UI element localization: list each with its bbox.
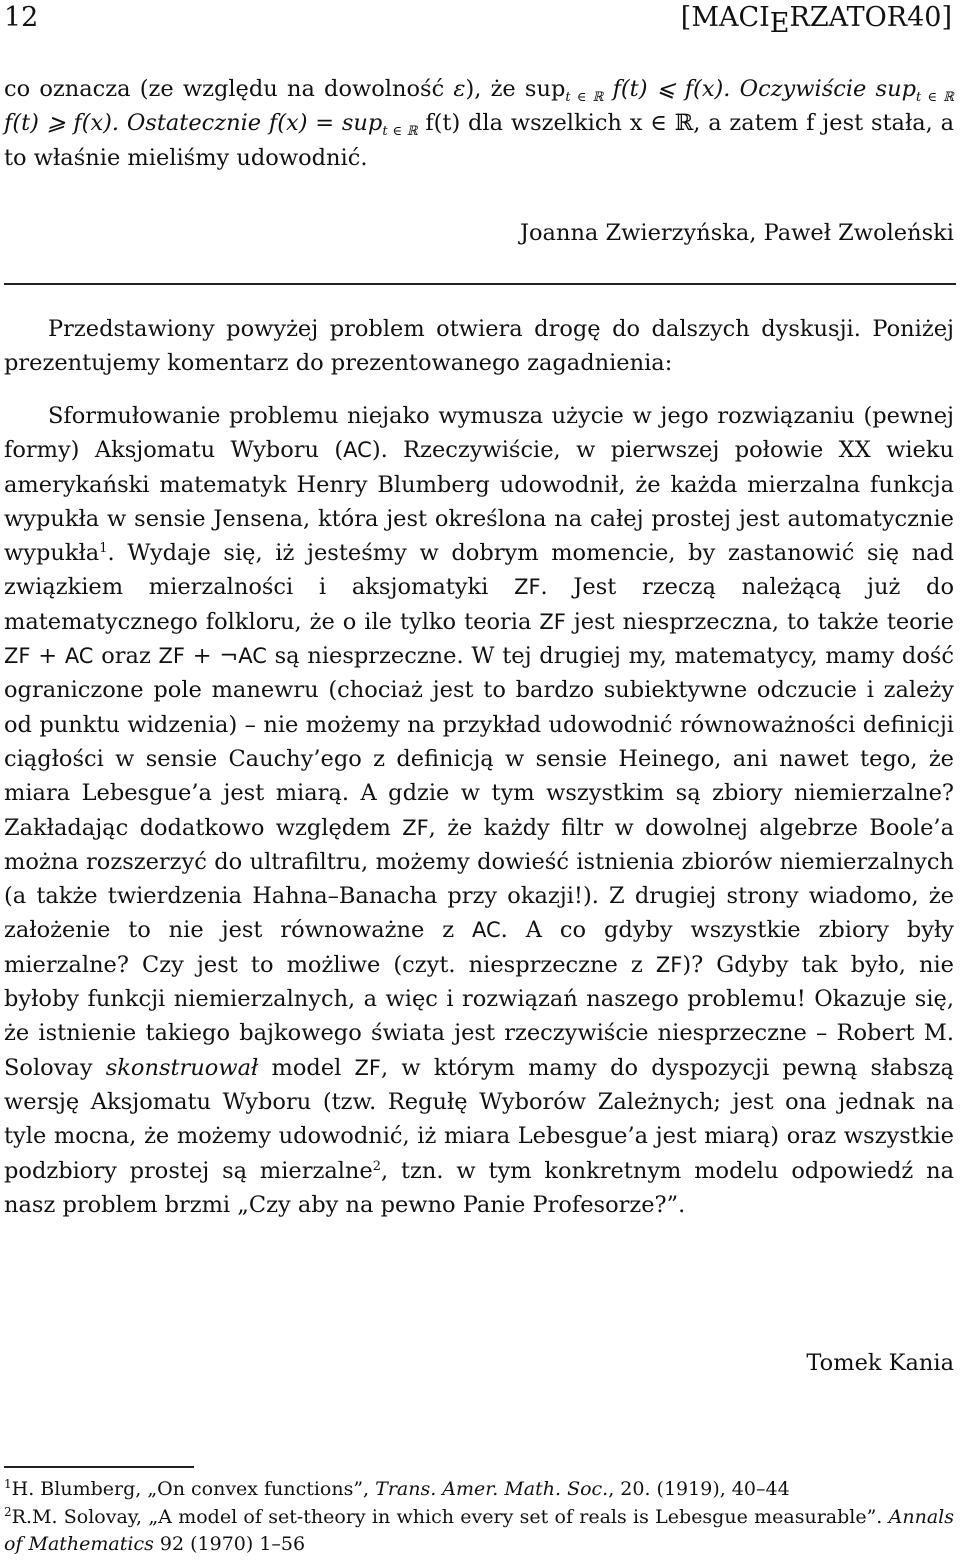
commentary-author: Tomek Kania [806,1350,954,1376]
page-number: 12 [4,2,39,33]
solution-authors: Joanna Zwierzyńska, Paweł Zwoleński [519,220,954,246]
footnote-divider [4,1466,194,1468]
footnote-1: $^1$H. Blumberg, „On convex functions”, Trans. Amer. Math. Soc., 20. (1919), 40–44 [4,1477,790,1500]
section-divider [4,283,956,285]
commentary-intro-paragraph: Przedstawiony powyżej problem otwiera drogę do dalszych dyskusji. Poniżej prezentujemy komentarz do prezentowanego zagadnienia: [4,316,954,377]
running-title: [MACIERZATOR40] [680,2,952,39]
footnote-ref-1: 1 [99,541,108,557]
page-header [4,2,952,42]
solution-conclusion-paragraph: co oznacza (ze względu na dowolność ε), że sup$_{t \in ℝ}$ f(t) ⩽ f(x). Oczywiście sup$_{t \in ℝ}$ f(t) ⩾ f(x). Ostatecznie f(x) = sup$_{t \in ℝ}$ f(t) dla wszelkich x ∈ ℝ, a zatem f jest stała, a to właśnie mieliśmy udowodnić. [4,76,955,171]
footnote-2: $^2$R.M. Solovay, „A model of set-theory in which every set of reals is Lebesgue measurable”. Annals of Mathematics 92 (1970) 1–56 [4,1505,954,1555]
footnote-ref-2: 2 [372,1158,382,1174]
commentary-body-paragraph: Sformułowanie problemu niejako wymusza użycie w jego rozwiązaniu (pewnej formy) Aksjomatu Wyboru (AC). Rzeczywiście, w pierwszej połowie XX wieku amerykański matematyk Henry Blumberg udowodnił, że każda mierzalna funkcja wypukła w sensie Jensena, która jest określona na całej prostej jest automatycznie wypukła$^1$. Wydaje się, iż jesteśmy w dobrym momencie, by zastanowić się nad związkiem mierzalności i aksjomatyki ZF. Jest rzeczą należącą już do matematycznego folkloru, że o ile tylko teoria ZF jest niesprzeczna, to także teorie ZF + AC oraz ZF + ¬AC są niesprzeczne. W tej drugiej my, matematycy, mamy dość ograniczone pole manewru (chociaż jest to bardzo subiektywne odczucie i zależy od punktu widzenia) – nie możemy na przykład udowodnić równoważności definicji ciągłości w sensie Cauchy’ego z definicją w sensie Heinego, ani nawet tego, że miara Lebesgue’a jest miarą. A gdzie w tym wszystkim są zbiory niemierzalne? Zakładając dodatkowo względem ZF, że każdy filtr w dowolnej algebrze Boole’a można rozszerzyć do ultrafiltru, możemy dowieść istnienia zbiorów niemierzalnych (a także twierdzenia Hahna–Banacha przy okazji!). Z drugiej strony wiadomo, że założenie to nie jest równoważne z AC. A co gdyby wszystkie zbiory były mierzalne? Czy jest to możliwe (czyt. niesprzeczne z ZF)? Gdyby tak było, nie byłoby funkcji niemierzalnych, a więc i rozwiązań naszego problemu! Okazuje się, że istnienie takiego bajkowego świata jest rzeczywiście niesprzeczne – Robert M. Solovay skonstruował model ZF, w którym mamy do dyspozycji pewną słabszą wersję Aksjomatu Wyboru (tzw. Regułę Wyborów Zależnych; jest ona jednak na tyle mocna, że możemy udowodnić, iż miara Lebesgue’a jest miarą) oraz wszystkie podzbiory prostej są mierzalne$^2$, tzn. w tym konkretnym modelu odpowiedź na nasz problem brzmi „Czy aby na pewno Panie Profesorze?”. [4,403,955,1218]
